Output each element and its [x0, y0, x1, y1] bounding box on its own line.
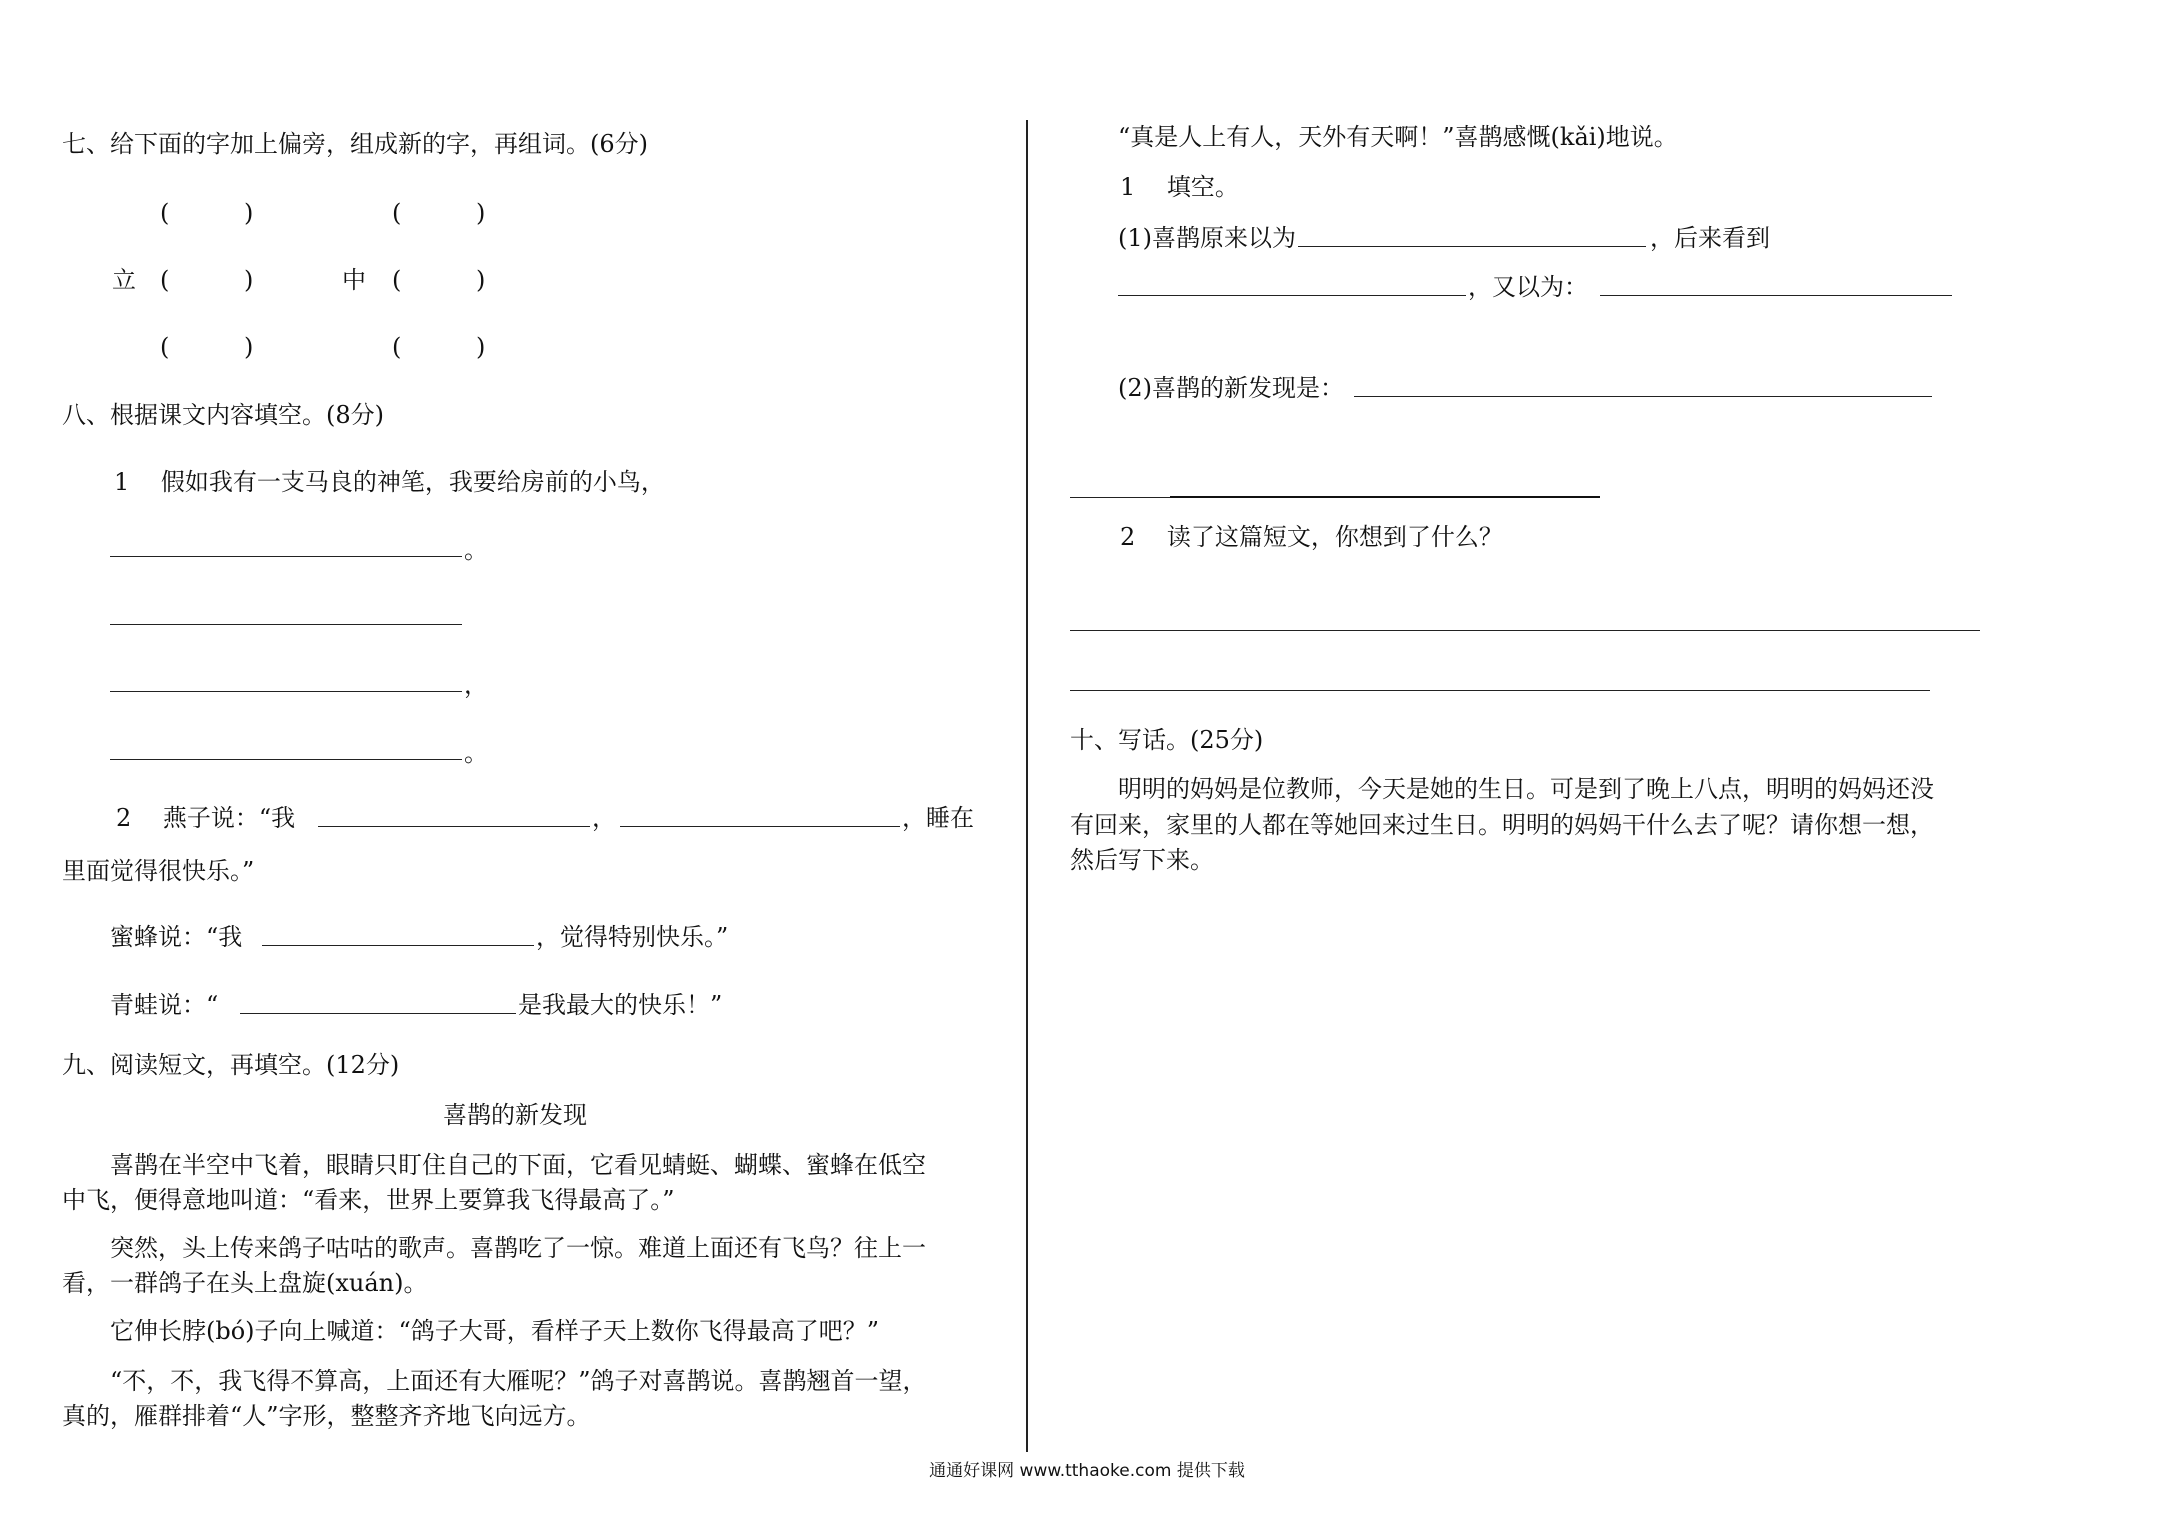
answer-blank[interactable] [1170, 496, 1600, 498]
answer-blank[interactable] [1600, 295, 1952, 296]
passage-text: 真的，雁群排着“人”字形，整整齐齐地飞向远方。 [62, 1402, 591, 1430]
q8-item2-start: 2 燕子说：“我 [116, 804, 296, 832]
left-paren: ( [392, 199, 402, 227]
passage-text: “不，不，我飞得不算高，上面还有大雁呢？”鸽子对喜鹊说。喜鹊翘首一望， [110, 1367, 927, 1395]
q8-item1-prompt: 1 假如我有一支马良的神笔，我要给房前的小鸟， [114, 468, 665, 496]
left-paren: ( [392, 333, 402, 361]
q8-heading: 八、根据课文内容填空。(8分) [62, 401, 384, 429]
q9-sub1: 1 填空。 [1120, 173, 1239, 201]
passage-text: 它伸长脖(bó)子向上喊道：“鸽子大哥，看样子天上数你飞得最高了吧？” [110, 1317, 880, 1345]
answer-blank[interactable] [110, 624, 462, 625]
answer-blank[interactable] [1354, 396, 1932, 397]
right-paren: ) [244, 333, 254, 361]
passage-text: “真是人上有人，天外有天啊！”喜鹊感慨(kǎi)地说。 [1118, 123, 1678, 151]
q9-heading: 九、阅读短文，再填空。(12分) [62, 1051, 400, 1079]
left-paren: ( [160, 266, 170, 294]
answer-blank[interactable] [1298, 246, 1646, 247]
q10-heading: 十、写话。(25分) [1070, 726, 1264, 754]
passage-text: 看，一群鸽子在头上盘旋(xuán)。 [62, 1269, 428, 1297]
column-divider [1026, 120, 1028, 1452]
answer-blank[interactable] [110, 691, 462, 692]
q8-frog-start: 青蛙说：“ [110, 991, 219, 1019]
q9-sub1-a-end: ，后来看到 [1650, 224, 1770, 252]
right-paren: ) [244, 266, 254, 294]
answer-blank[interactable] [1118, 295, 1466, 296]
q8-item2-line2: 里面觉得很快乐。” [62, 857, 255, 885]
right-paren: ) [476, 266, 486, 294]
q8-bee-end: ，觉得特别快乐。” [536, 923, 729, 951]
q7-char-li: 立 [112, 266, 136, 294]
q9-sub1-b: (2)喜鹊的新发现是： [1118, 374, 1344, 402]
left-paren: ( [160, 333, 170, 361]
q8-item2-end: ，睡在 [902, 804, 974, 832]
q8-bee-start: 蜜蜂说：“我 [110, 923, 243, 951]
q8-frog-end: 是我最大的快乐！” [518, 991, 723, 1019]
page-footer: 通通好课网 www.tthaoke.com 提供下载 [929, 1461, 1245, 1481]
left-paren: ( [160, 199, 170, 227]
answer-blank[interactable] [620, 826, 900, 827]
punctuation: 。 [464, 739, 488, 767]
passage-title: 喜鹊的新发现 [443, 1101, 587, 1129]
answer-blank[interactable] [1070, 630, 1980, 631]
q10-text: 然后写下来。 [1070, 846, 1214, 874]
q9-sub1-a-start: (1)喜鹊原来以为 [1118, 224, 1296, 252]
passage-text: 中飞，便得意地叫道：“看来，世界上要算我飞得最高了。” [62, 1186, 675, 1214]
answer-blank[interactable] [240, 1013, 516, 1014]
right-paren: ) [476, 333, 486, 361]
answer-blank[interactable] [318, 826, 590, 827]
q10-text: 有回来，家里的人都在等她回来过生日。明明的妈妈干什么去了呢？请你想一想， [1070, 811, 1934, 839]
right-paren: ) [476, 199, 486, 227]
punctuation: ， [464, 671, 488, 699]
right-paren: ) [244, 199, 254, 227]
answer-blank[interactable] [1070, 690, 1930, 691]
passage-text: 突然，头上传来鸽子咕咕的歌声。喜鹊吃了一惊。难道上面还有飞鸟？往上一 [110, 1234, 926, 1262]
answer-blank[interactable] [110, 759, 462, 760]
answer-blank[interactable] [262, 945, 534, 946]
left-paren: ( [392, 266, 402, 294]
q9-sub1-a-mid: ，又以为： [1468, 273, 1588, 301]
punctuation: ， [592, 804, 616, 832]
q10-text: 明明的妈妈是位教师，今天是她的生日。可是到了晚上八点，明明的妈妈还没 [1118, 775, 1934, 803]
q9-sub2: 2 读了这篇短文，你想到了什么？ [1120, 523, 1503, 551]
q7-heading: 七、给下面的字加上偏旁，组成新的字，再组词。(6分) [62, 130, 648, 158]
answer-blank[interactable] [1070, 497, 1170, 498]
punctuation: 。 [464, 536, 488, 564]
answer-blank[interactable] [110, 556, 462, 557]
q7-char-zhong: 中 [342, 266, 366, 294]
passage-text: 喜鹊在半空中飞着，眼睛只盯住自己的下面，它看见蜻蜓、蝴蝶、蜜蜂在低空 [110, 1151, 926, 1179]
